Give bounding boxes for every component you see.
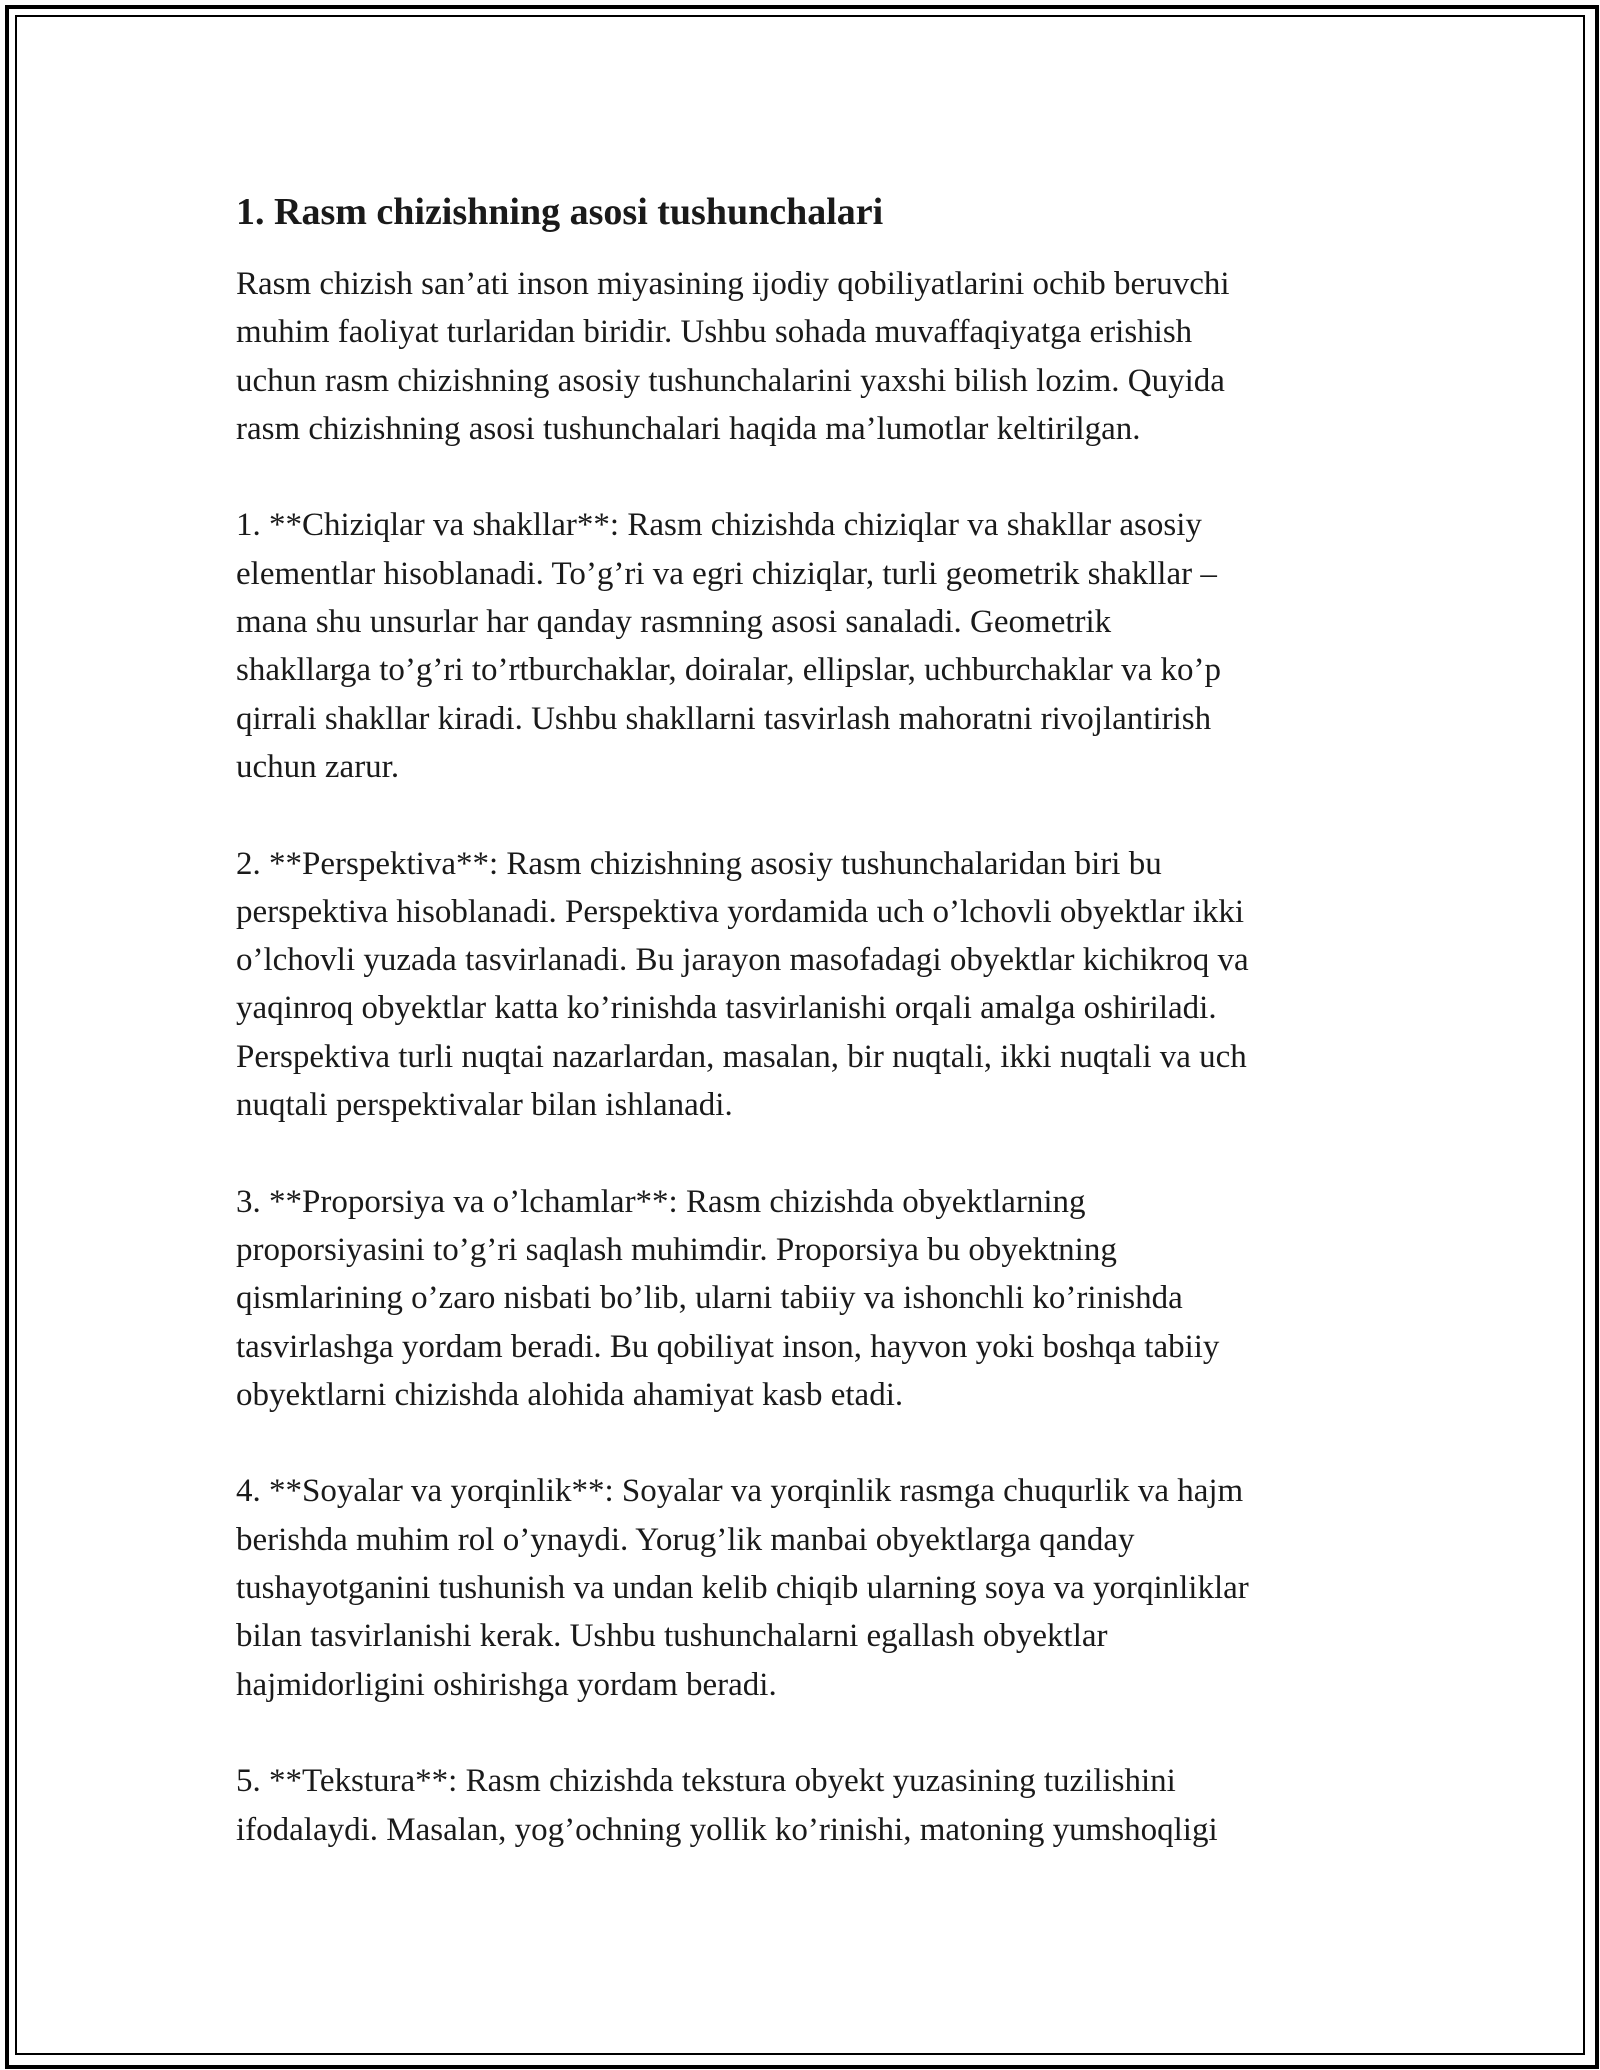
section-heading: 1. Rasm chizishning asosi tushunchalari	[236, 191, 884, 233]
text-line: rasm chizishning asosi tushunchalari haqida ma’lumotlar keltirilgan.	[236, 410, 1141, 447]
text-line: perspektiva hisoblanadi. Perspektiva yordamida uch o’lchovli obyektlar ikki	[236, 893, 1245, 930]
paragraph-shadows-and-light	[236, 1467, 1366, 1708]
text-line: hajmidorligini oshirishga yordam beradi.	[236, 1666, 777, 1703]
text-line: berishda muhim rol o’ynaydi. Yorug’lik manbai obyektlarga qanday	[236, 1521, 1135, 1558]
text-line: o’lchovli yuzada tasvirlanadi. Bu jarayon masofadagi obyektlar kichikroq va	[236, 942, 1249, 979]
text-line: 4. **Soyalar va yorqinlik**: Soyalar va yorqinlik rasmga chuqurlik va hajm	[236, 1473, 1244, 1510]
text-line: proporsiyasini to’g’ri saqlash muhimdir. Proporsiya bu obyektning	[236, 1231, 1117, 1268]
paragraph-texture	[236, 1757, 1366, 1854]
text-line: uchun zarur.	[236, 748, 400, 785]
text-line: muhim faoliyat turlaridan biridir. Ushbu sohada muvaffaqiyatga erishish	[236, 314, 1193, 351]
text-line: Rasm chizish san’ati inson miyasining ijodiy qobiliyatlarini ochib beruvchi	[236, 266, 1230, 302]
text-line: mana shu unsurlar har qanday rasmning asosi sanaladi. Geometrik	[236, 604, 1112, 641]
intro-paragraph	[236, 260, 1366, 453]
text-line: 2. **Perspektiva**: Rasm chizishning asosiy tushunchalaridan biri bu	[236, 845, 1162, 882]
text-line: tushayotganini tushunish va undan kelib chiqib ularning soya va yorqinliklar	[236, 1570, 1249, 1607]
document-page	[236, 186, 1366, 1902]
text-line: obyektlarni chizishda alohida ahamiyat kasb etadi.	[236, 1376, 904, 1413]
text-line: 1. **Chiziqlar va shakllar**: Rasm chizishda chiziqlar va shakllar asosiy	[236, 507, 1202, 544]
paragraph-perspective	[236, 840, 1366, 1130]
text-line: nuqtali perspektivalar bilan ishlanadi.	[236, 1087, 733, 1124]
text-line: ifodalaydi. Masalan, yog’ochning yollik ko’rinishi, matoning yumshoqligi	[236, 1811, 1218, 1848]
text-line: bilan tasvirlanishi kerak. Ushbu tushunchalarni egallash obyektlar	[236, 1618, 1108, 1655]
text-line: shakllarga to’g’ri to’rtburchaklar, doiralar, ellipslar, uchburchaklar va ko’p	[236, 652, 1222, 689]
text-line: qirrali shakllar kiradi. Ushbu shakllarni tasvirlash mahoratni rivojlantirish	[236, 700, 1212, 737]
text-line: 5. **Tekstura**: Rasm chizishda tekstura obyekt yuzasining tuzilishini	[236, 1763, 1176, 1800]
text-line: uchun rasm chizishning asosiy tushunchalarini yaxshi bilish lozim. Quyida	[236, 362, 1225, 399]
text-line: 3. **Proporsiya va o’lchamlar**: Rasm chizishda obyektlarning	[236, 1183, 1086, 1220]
paragraph-lines-and-shapes	[236, 501, 1366, 791]
paragraph-proportion	[236, 1178, 1366, 1419]
text-line: yaqinroq obyektlar katta ko’rinishda tasvirlanishi orqali amalga oshiriladi.	[236, 990, 1217, 1027]
text-line: qismlarining o’zaro nisbati bo’lib, ularni tabiiy va ishonchli ko’rinishda	[236, 1280, 1183, 1317]
text-line: Perspektiva turli nuqtai nazarlardan, masalan, bir nuqtali, ikki nuqtali va uch	[236, 1038, 1247, 1075]
text-line: tasvirlashga yordam beradi. Bu qobiliyat inson, hayvon yoki boshqa tabiiy	[236, 1328, 1220, 1365]
text-line: elementlar hisoblanadi. To’g’ri va egri chiziqlar, turli geometrik shakllar –	[236, 555, 1217, 592]
